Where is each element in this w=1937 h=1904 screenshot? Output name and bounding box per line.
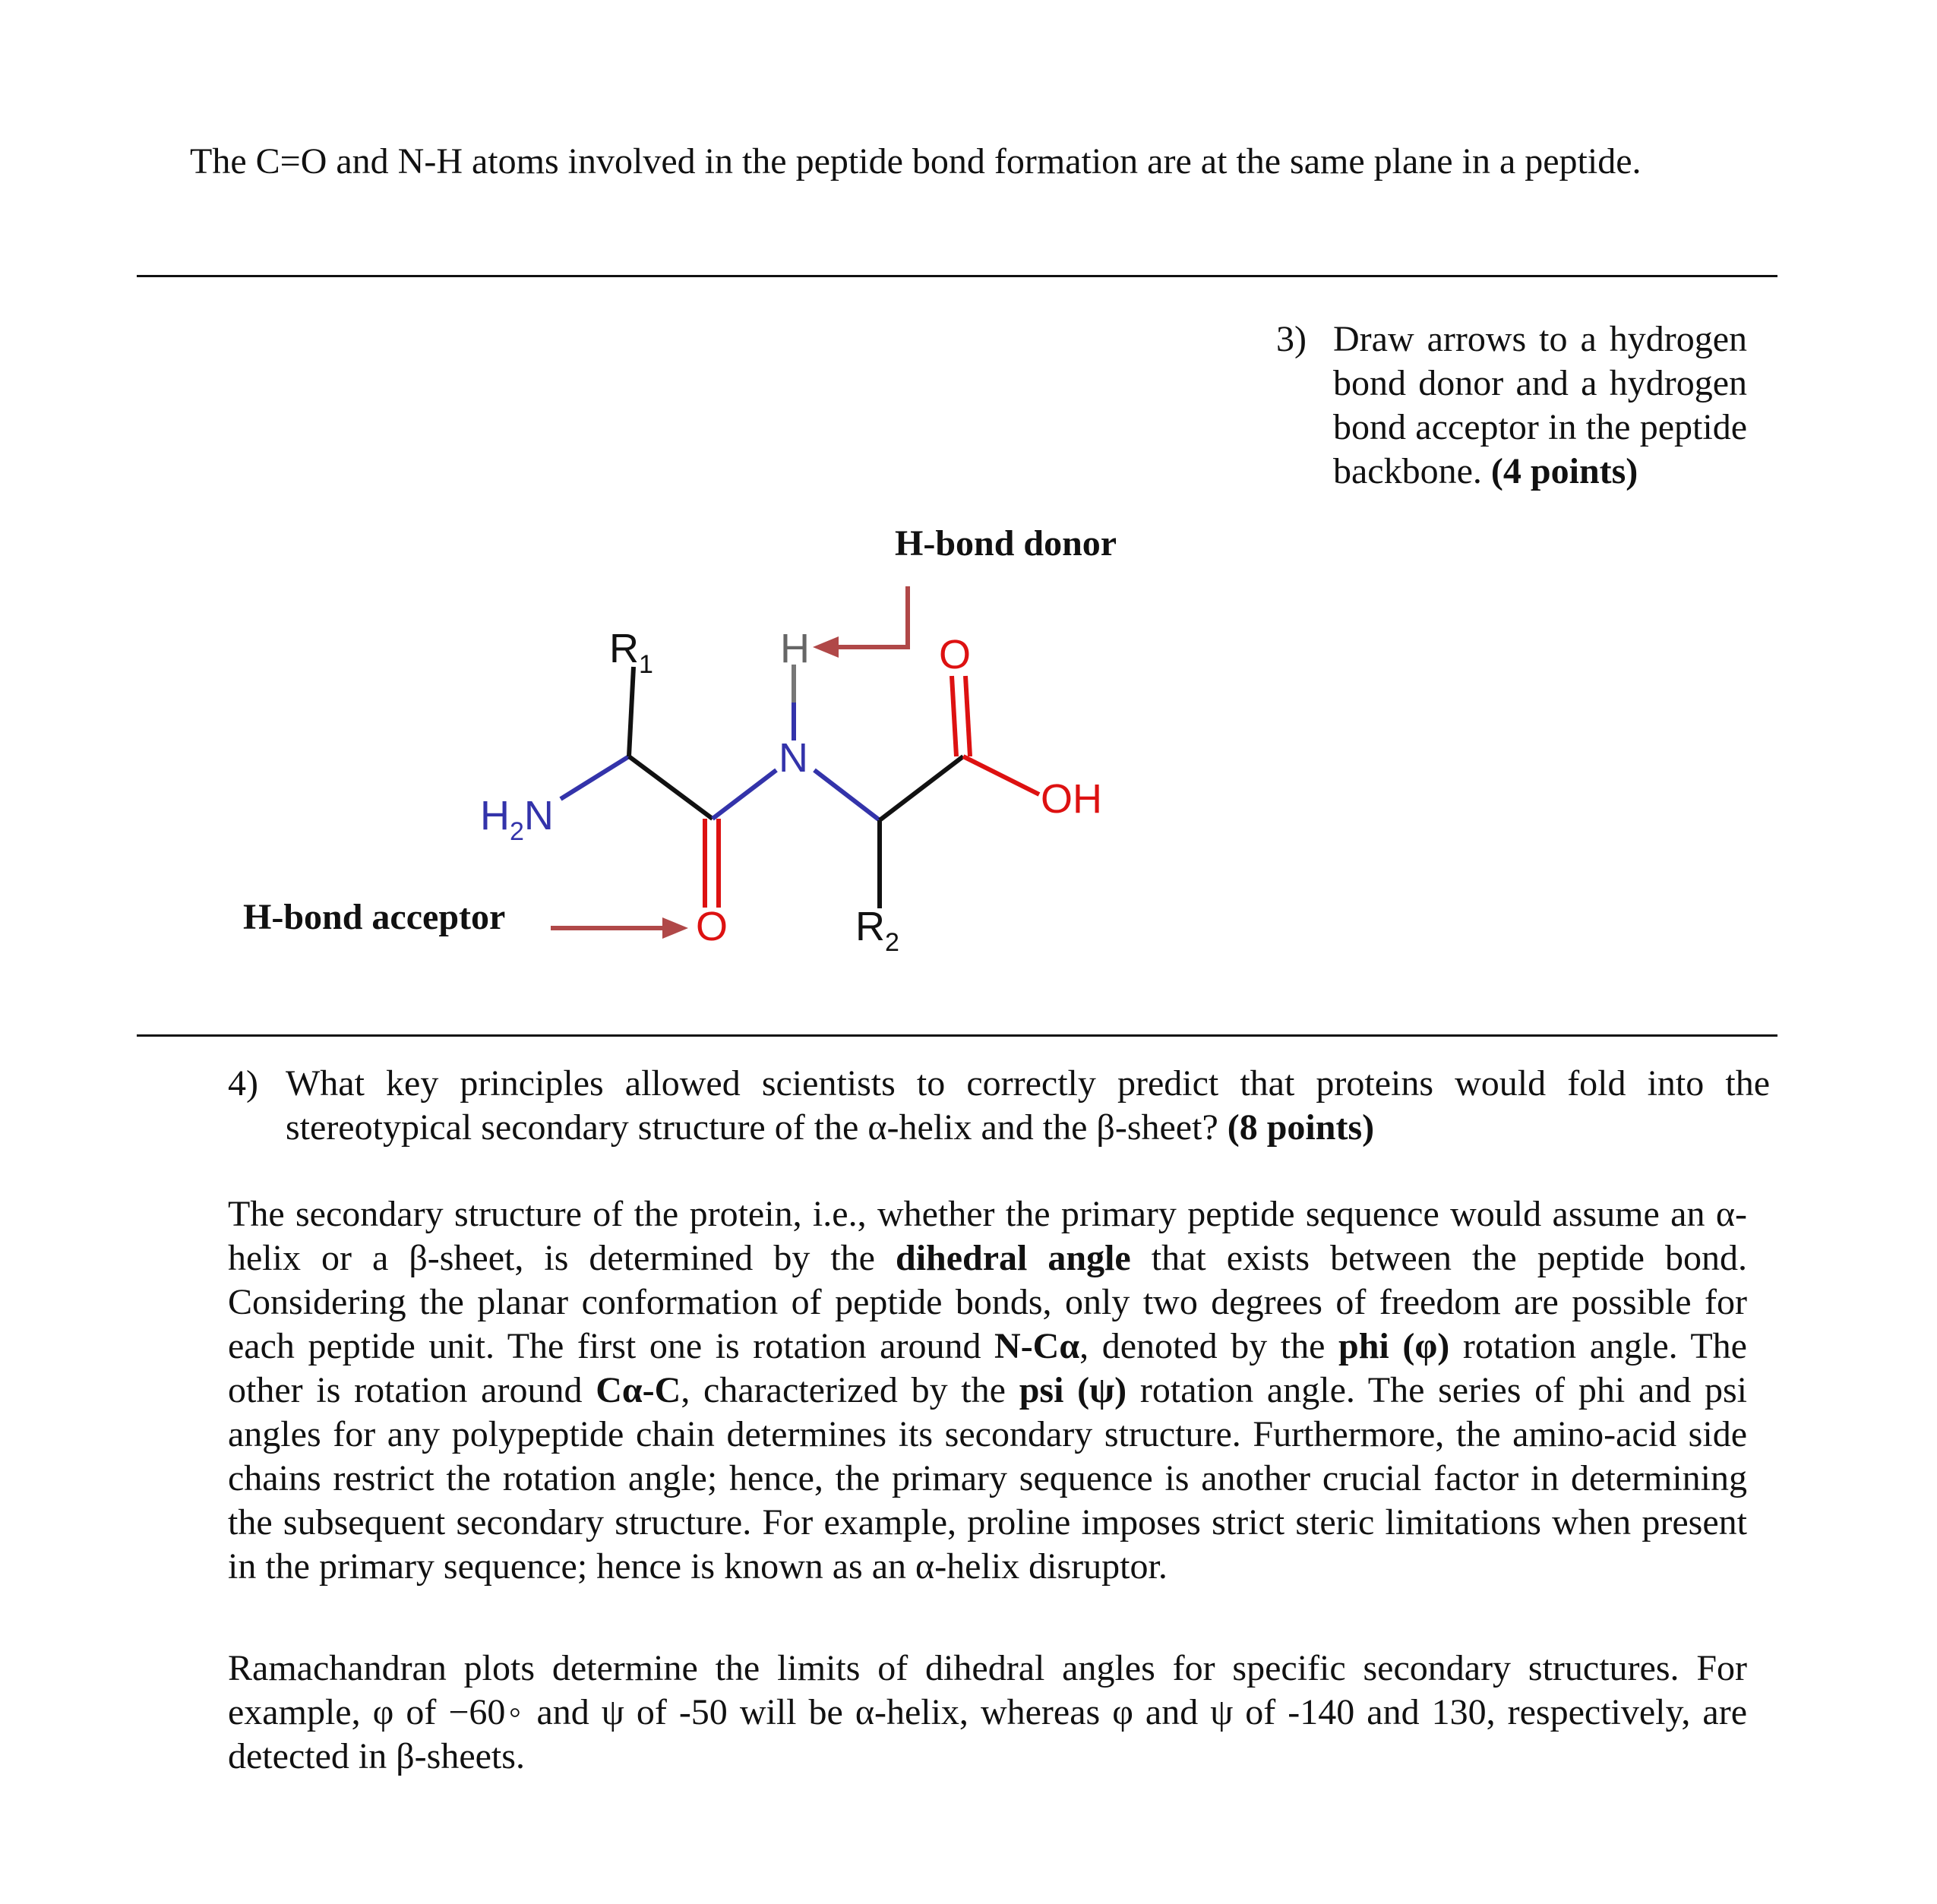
bond-carboxyl-o-a — [952, 676, 956, 756]
question-3-number: 3) — [1276, 319, 1307, 359]
answer-text: rotation angle. The other is rotation around — [228, 1326, 1747, 1410]
answer-paragraph-2: Ramachandran plots determine the limits of dihedral angles for specific secondary structures. For example, φ of −60◦ and ψ of -50 will be α-helix, whereas φ and ψ of -140 and 130, respectively, are detected in β-sheets. — [228, 1648, 1747, 1776]
answer-text: , denoted by the — [1079, 1326, 1339, 1366]
atom-oh: OH — [1041, 776, 1102, 822]
h-bond-acceptor-label: H-bond acceptor — [243, 897, 506, 937]
bond-peptide-c-n — [713, 770, 776, 819]
bond-calpha2-carboxyl — [880, 756, 963, 820]
bond-carboxyl-o-b — [965, 676, 970, 756]
atom-r1: $R_1$ — [609, 626, 653, 679]
bond-calpha1-carbonyl — [629, 756, 713, 819]
question-3-text: Draw arrows to a hydrogen bond donor and a hydrogen bond acceptor in the peptide backbone. — [1333, 319, 1747, 491]
answer-text: The secondary structure of the protein, i.e., whether the primary peptide sequence would assume an α-helix or a β-sheet, is determined by the — [228, 1194, 1747, 1278]
question-3-points: (4 points) — [1490, 451, 1638, 491]
atom-h: H — [780, 626, 810, 671]
question-4 — [228, 1062, 1770, 1150]
atom-n: N — [779, 735, 808, 781]
bond-h2n-calpha1 — [561, 756, 629, 799]
question-4-points: (8 points) — [1227, 1107, 1375, 1148]
bond-n-calpha2 — [814, 770, 880, 820]
intro-statement: The C=O and N-H atoms involved in the peptide bond formation are at the same plane in a peptide. — [190, 141, 1642, 182]
donor-arrow-line — [836, 586, 908, 647]
term-dihedral-angle: dihedral angle — [896, 1238, 1131, 1278]
answer-text: , characterized by the — [681, 1370, 1019, 1410]
atom-o-carbonyl: O — [696, 904, 728, 949]
donor-arrowhead — [813, 636, 839, 658]
question-4-text-end: stereotypical secondary structure of the α-helix and the β-sheet? — [286, 1107, 1218, 1148]
atom-h2n: $H_2N$ — [480, 793, 554, 846]
answer-text: rotation angle. The series of phi and psi angles for any polypeptide chain determines its secondary structure. Furthermore, the amino-acid side chains restrict the rotation angle; hence, the primary sequence is another crucial factor in determining the subsequent secondary structure. For example, proline imposes strict steric limitations when present in the primary sequence; hence is known as an α-helix disruptor. — [228, 1370, 1748, 1587]
term-n-calpha: N-Cα — [994, 1326, 1080, 1366]
question-4-number: 4) — [228, 1063, 258, 1104]
question-4-text-start: What key principles allowed scientists to correctly predict that proteins would fold into — [286, 1063, 1705, 1104]
answer-paragraph-1 — [228, 1192, 1747, 1589]
bond-carboxyl-oh — [963, 756, 1039, 794]
acceptor-arrowhead — [662, 917, 688, 939]
bond-calpha1-r1 — [629, 667, 634, 756]
atom-r2: $R_2$ — [855, 904, 899, 957]
answer-text: that exists between the peptide bond. Considering the planar conformation of peptide bonds, only two degrees of freedom are possible for each peptide unit. The first one is rotation around — [228, 1238, 1748, 1366]
term-phi: phi (φ) — [1338, 1326, 1450, 1366]
term-calpha-c: Cα-C — [596, 1370, 681, 1410]
question-4-overlap-word: the — [1725, 1063, 1771, 1104]
question-4-body — [286, 1062, 1770, 1150]
term-psi: psi (ψ) — [1019, 1370, 1127, 1410]
h-bond-donor-label: H-bond donor — [895, 523, 1117, 564]
atom-o-carboxyl: O — [939, 632, 972, 677]
